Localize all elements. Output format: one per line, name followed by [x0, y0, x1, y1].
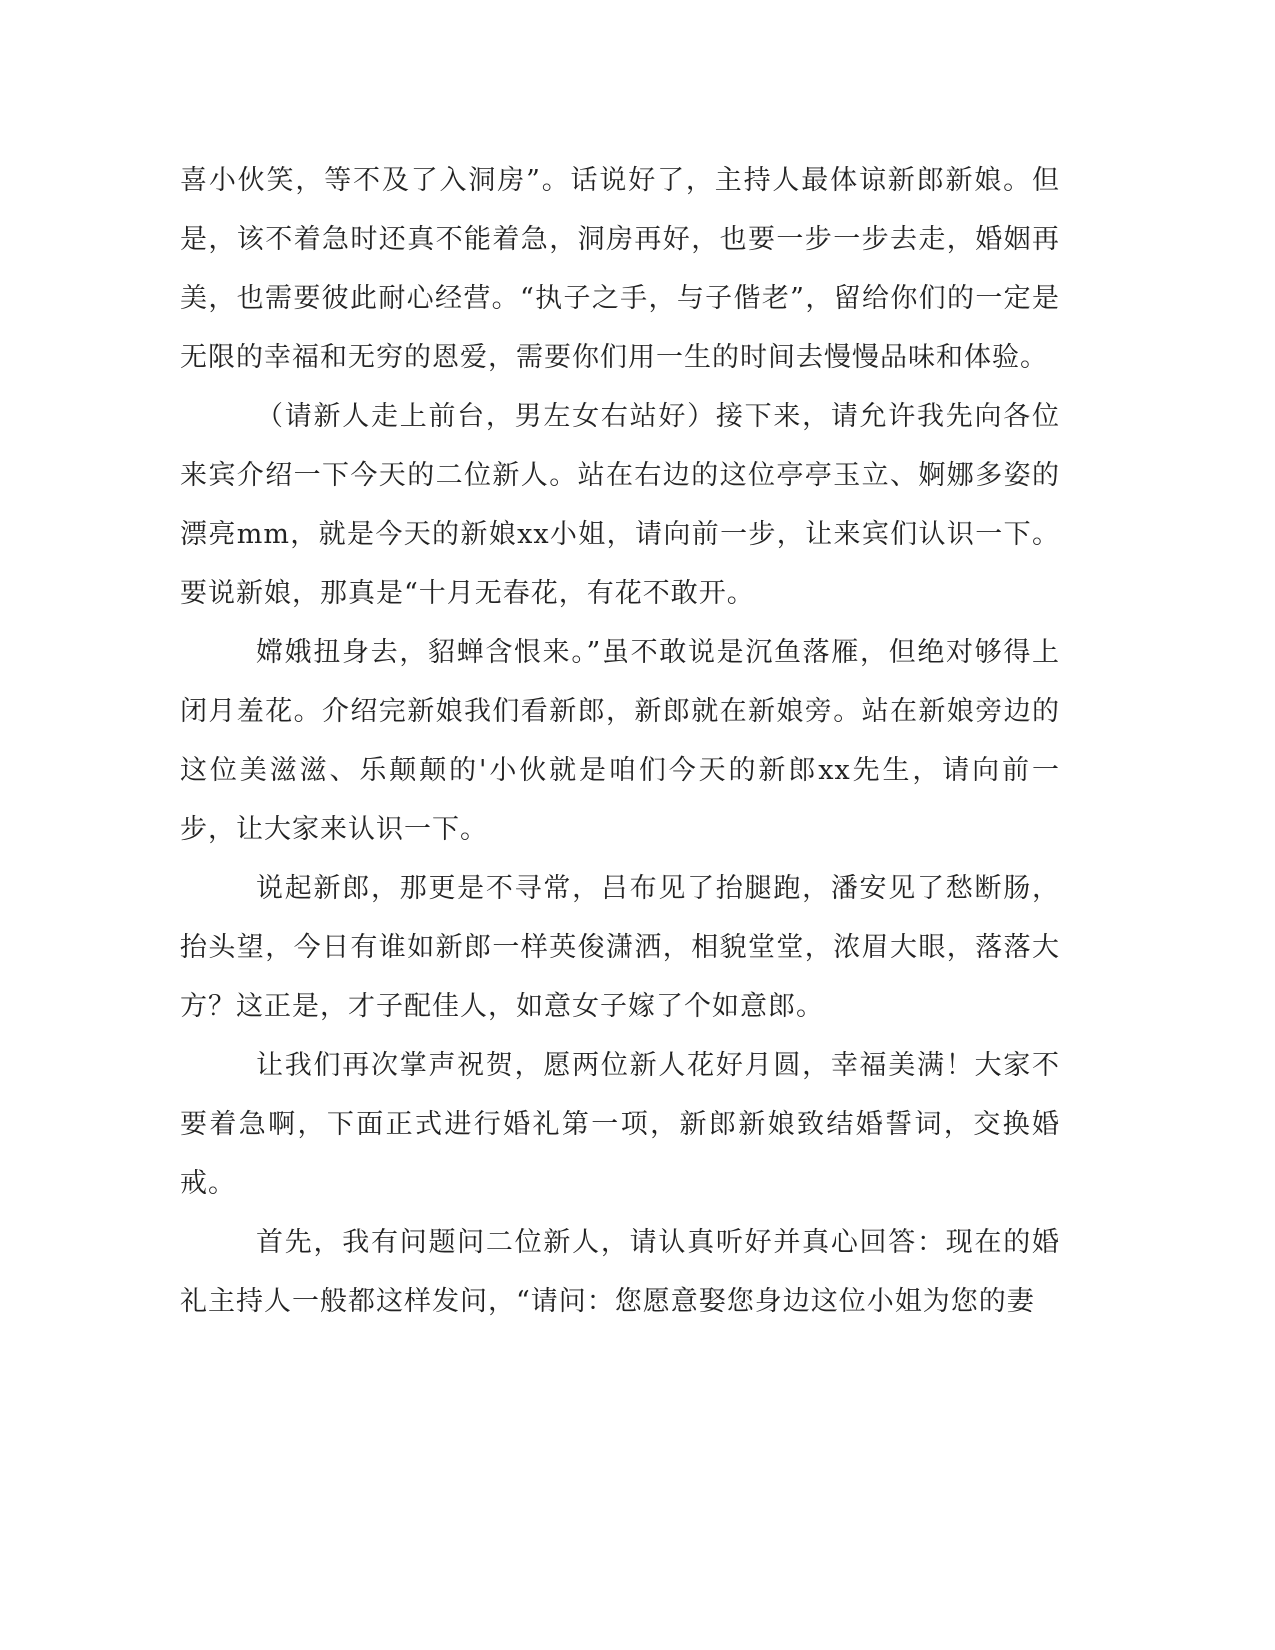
paragraph-2: （请新人走上前台，男左女右站好）接下来，请允许我先向各位来宾介绍一下今天的二位新人。站在右边的这位亭亭玉立、婀娜多姿的漂亮mm，就是今天的新娘xx小姐，请向前一步，让来宾们认识一下。要说新娘，那真是“十月无春花，有花不敢开。: [180, 401, 1060, 609]
paragraph-5: 让我们再次掌声祝贺，愿两位新人花好月圆，幸福美满！大家不要着急啊，下面正式进行婚礼第一项，新郎新娘致结婚誓词，交换婚戒。: [180, 1050, 1060, 1199]
paragraph-4: 说起新郎，那更是不寻常，吕布见了抬腿跑，潘安见了愁断肠，抬头望，今日有谁如新郎一样英俊潇洒，相貌堂堂，浓眉大眼，落落大方？这正是，才子配佳人，如意女子嫁了个如意郎。: [180, 873, 1060, 1022]
paragraph-6: 首先，我有问题问二位新人，请认真听好并真心回答：现在的婚礼主持人一般都这样发问，“请问：您愿意娶您身边这位小姐为您的妻: [180, 1227, 1060, 1317]
paragraph-1: 喜小伙笑，等不及了入洞房”。话说好了，主持人最体谅新郎新娘。但是，该不着急时还真不能着急，洞房再好，也要一步一步去走，婚姻再美，也需要彼此耐心经营。“执子之手，与子偕老”，留给你们的一定是无限的幸福和无穷的恩爱，需要你们用一生的时间去慢慢品味和体验。: [180, 165, 1060, 373]
body-text: [180, 151, 1060, 1331]
paragraph-3: 嫦娥扭身去，貂蝉含恨来。”虽不敢说是沉鱼落雁，但绝对够得上闭月羞花。介绍完新娘我们看新郎，新郎就在新娘旁。站在新娘旁边的这位美滋滋、乐颠颠的'小伙就是咱们今天的新郎xx先生，请向前一步，让大家来认识一下。: [180, 637, 1060, 845]
